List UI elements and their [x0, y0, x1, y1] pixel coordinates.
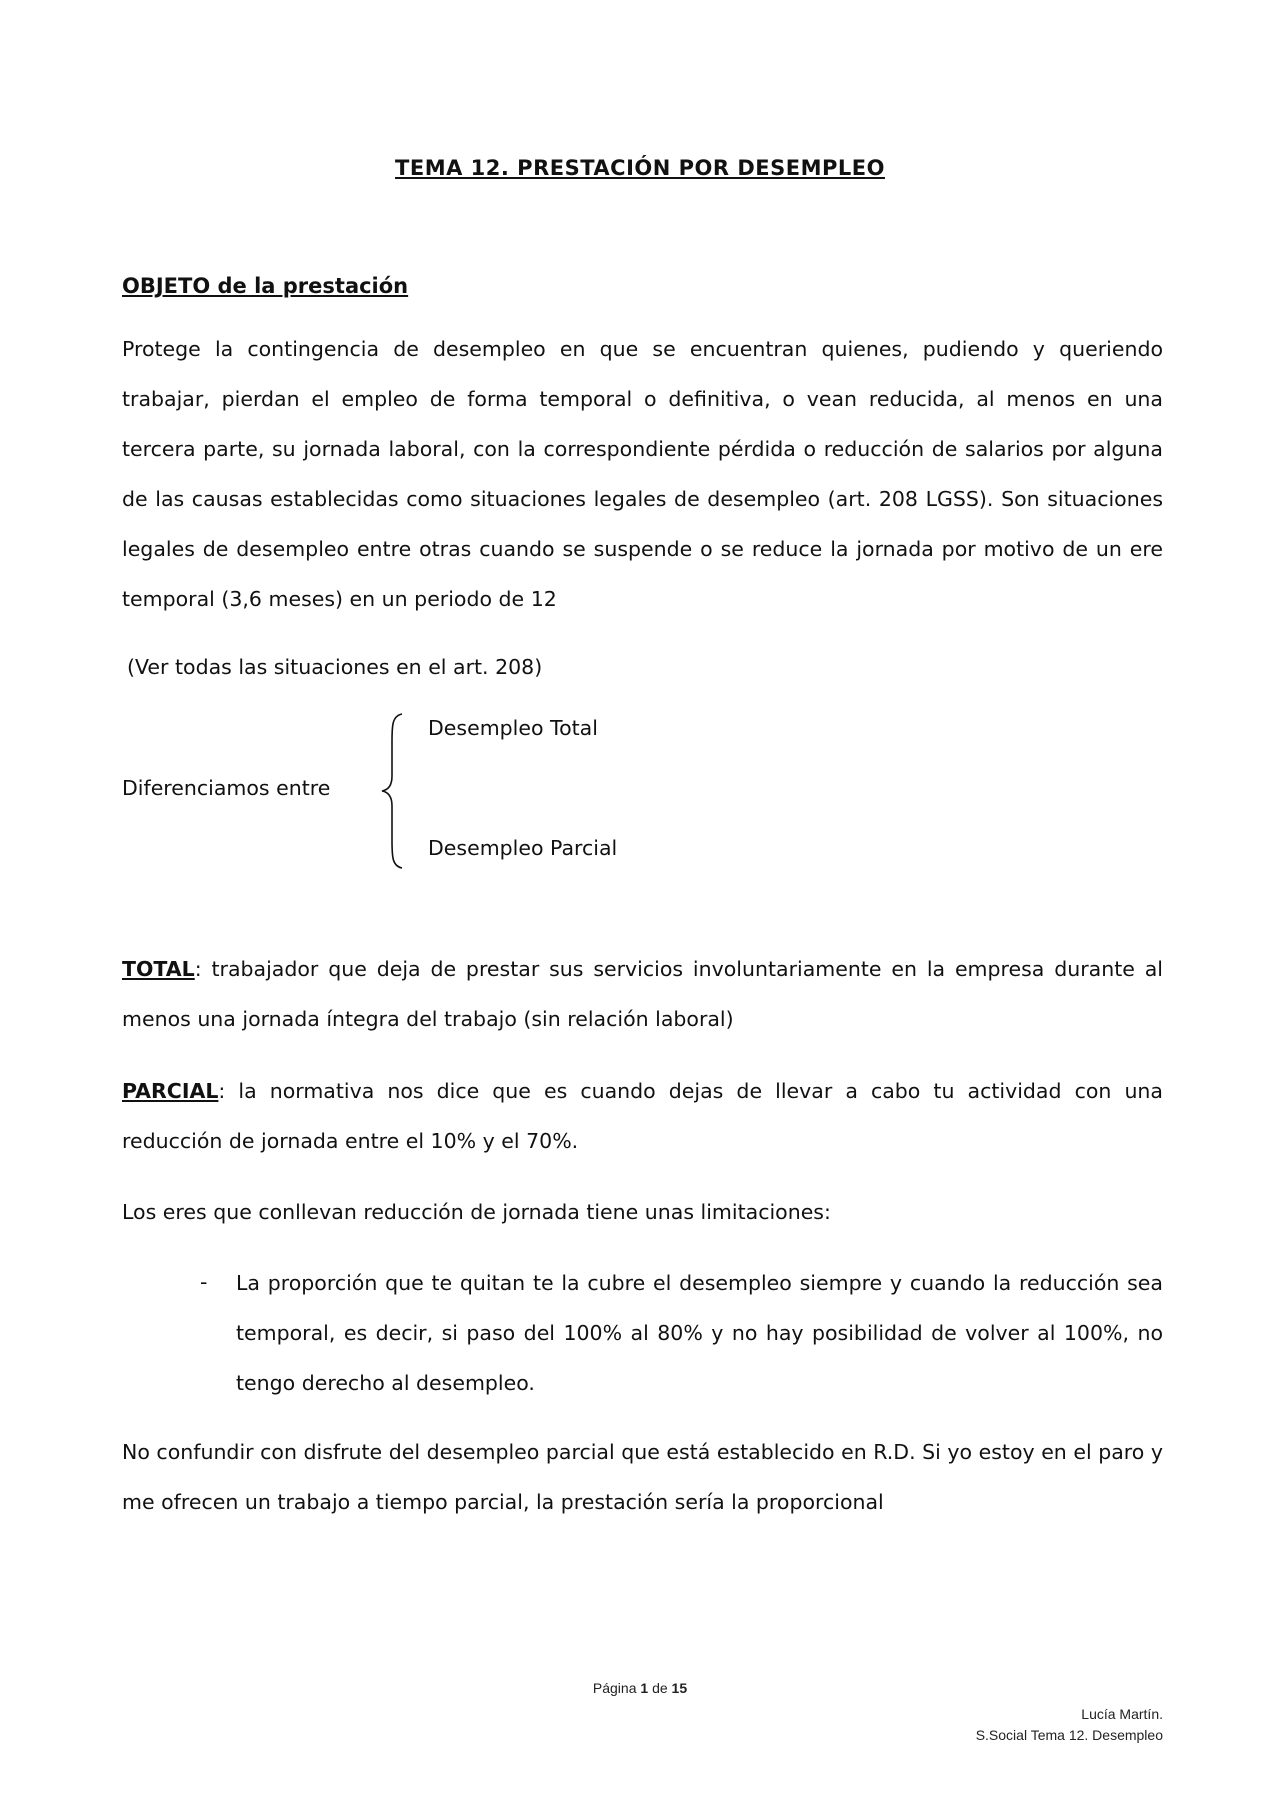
page-number [0, 1680, 1280, 1696]
parcial-paragraph [122, 1066, 1163, 1166]
page-prefix: Página [592, 1680, 637, 1696]
footer-author: Lucía Martín. [1081, 1706, 1163, 1722]
total-text: : trabajador que deja de prestar sus servicios involuntariamente en la empresa durante al menos una jornada íntegra del trabajo (sin relación laboral) [122, 957, 1163, 1031]
page-of: de [652, 1680, 668, 1696]
page-total: 15 [671, 1680, 688, 1696]
total-paragraph [122, 944, 1163, 1044]
page-title: TEMA 12. PRESTACIÓN POR DESEMPLEO [395, 156, 885, 180]
bullet-text: La proporción que te quitan te la cubre el desempleo siempre y cuando la reducción sea temporal, es decir, si paso del 100% al 80% y no hay posibilidad de volver al 100%, no tengo derecho al desempleo. [236, 1271, 1163, 1395]
distinction-label: Diferenciamos entre [122, 776, 331, 800]
page-current: 1 [640, 1680, 649, 1696]
parcial-keyword: PARCIAL [122, 1079, 219, 1103]
curly-brace-icon [378, 712, 408, 870]
closing-paragraph: No confundir con disfrute del desempleo parcial que está establecido en R.D. Si yo estoy en el paro y me ofrecen un trabajo a tiempo parcial, la prestación sería la proporcional [122, 1440, 1163, 1514]
bullet-marker: - [200, 1270, 208, 1294]
total-keyword: TOTAL [122, 957, 195, 981]
option-desempleo-total: Desempleo Total [428, 716, 598, 740]
eres-intro: Los eres que conllevan reducción de jornada tiene unas limitaciones: [122, 1200, 831, 1224]
option-desempleo-parcial: Desempleo Parcial [428, 836, 618, 860]
parcial-text: : la normativa nos dice que es cuando dejas de llevar a cabo tu actividad con una reducción de jornada entre el 10% y el 70%. [122, 1079, 1163, 1153]
objeto-note: (Ver todas las situaciones en el art. 208) [127, 655, 543, 679]
objeto-paragraph: Protege la contingencia de desempleo en que se encuentran quienes, pudiendo y queriendo trabajar, pierdan el empleo de forma temporal o definitiva, o vean reducida, al menos en una tercera parte, su jornada laboral, con la correspondiente pérdida o reducción de salarios por alguna de las causas establecidas como situaciones legales de desempleo (art. 208 LGSS). Son situaciones legales de desempleo entre otras cuando se suspende o se reduce la jornada por motivo de un ere temporal (3,6 meses) en un periodo de 12 [122, 337, 1163, 611]
section-heading-objeto: OBJETO de la prestación [122, 274, 409, 298]
footer-doc-name: S.Social Tema 12. Desempleo [975, 1727, 1163, 1743]
